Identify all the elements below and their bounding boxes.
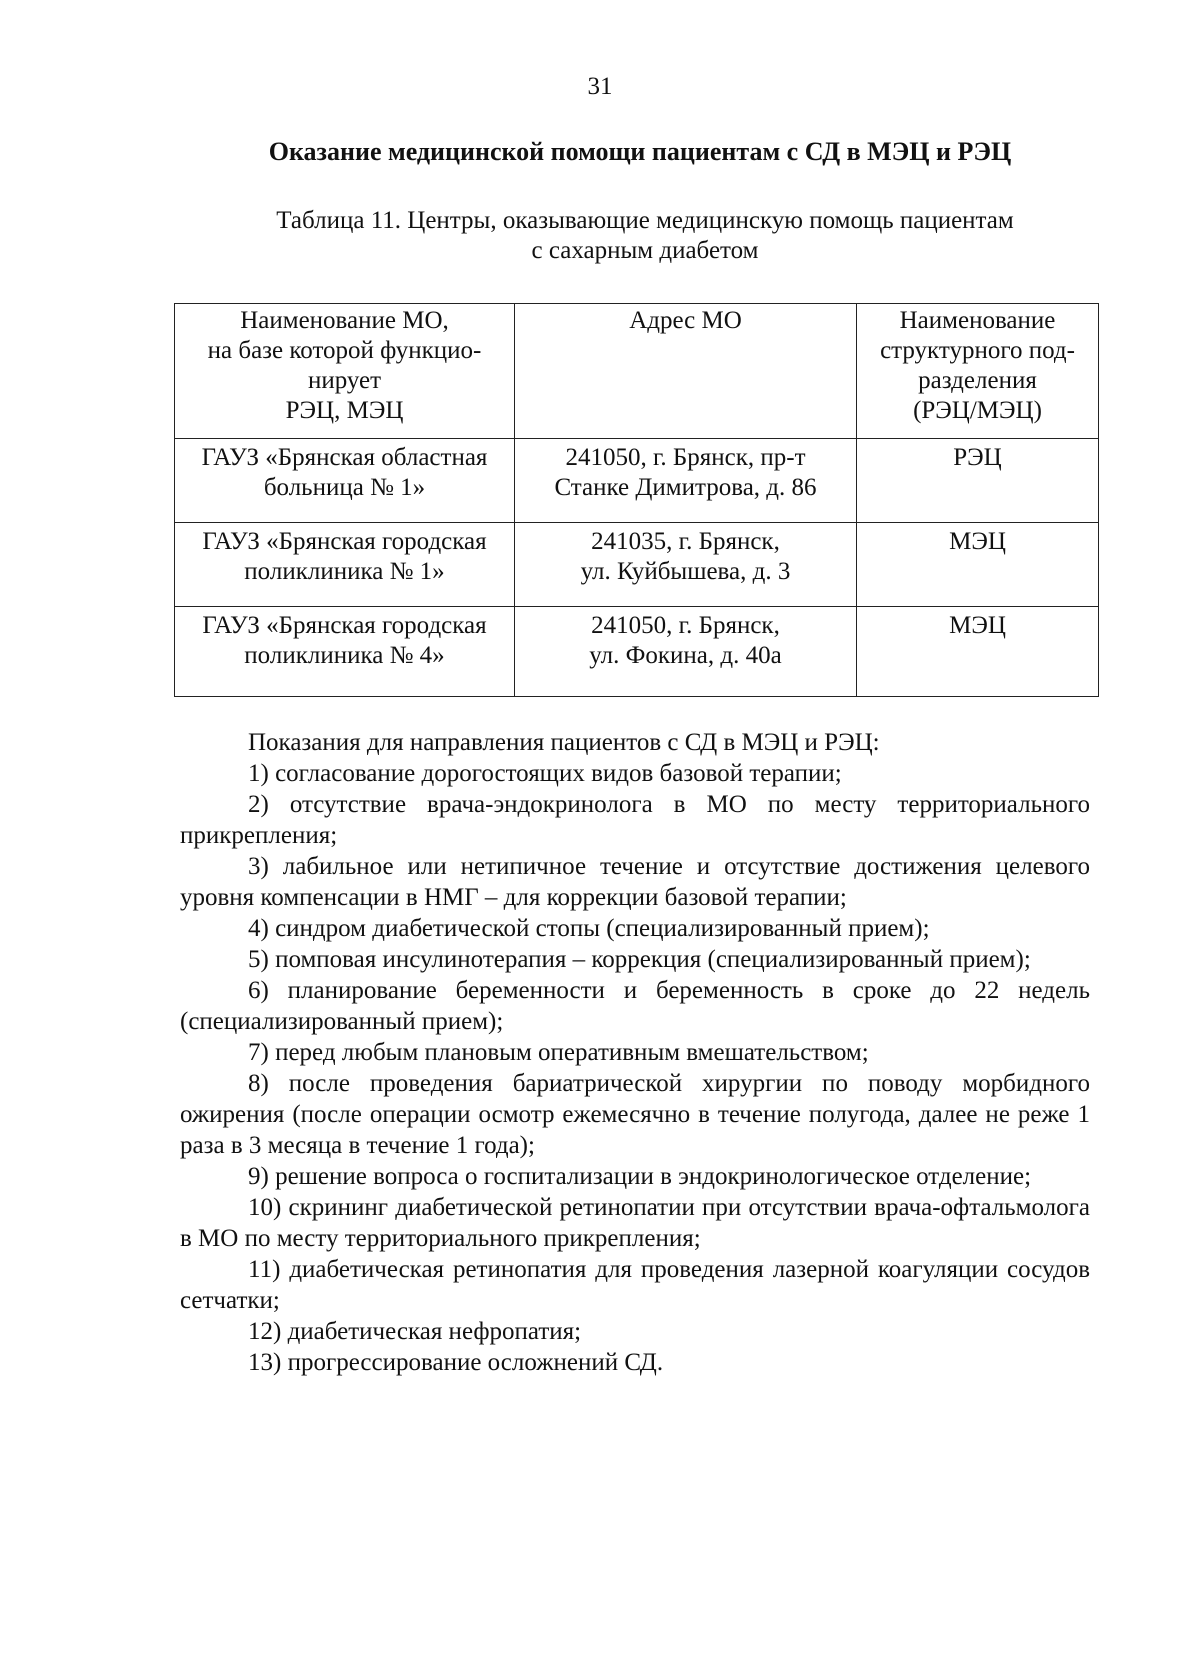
table-header-row — [175, 304, 1099, 439]
header-text: структурного под- — [880, 337, 1075, 364]
list-item: 13) прогрессирование осложнений СД. — [248, 1349, 664, 1376]
header-mo-address — [515, 304, 857, 439]
header-unit-name — [857, 304, 1099, 439]
centers-table — [174, 303, 1099, 697]
header-text: (РЭЦ/МЭЦ) — [913, 397, 1042, 424]
list-item: 4) синдром диабетической стопы (специализированный прием); — [248, 915, 930, 942]
table-caption-line-2: с сахарным диабетом — [531, 237, 759, 264]
table-caption-line-1: Таблица 11. Центры, оказывающие медицинскую помощь пациентам — [276, 207, 1014, 234]
cell-mo-address — [515, 607, 857, 697]
list-item: 6) планирование беременности и беременность в сроке до 22 недель (специализированный прием); — [180, 977, 1090, 1035]
indications-section — [180, 727, 1090, 1378]
list-item: 10) скрининг диабетической ретинопатии при отсутствии врача-офтальмолога в МО по месту территориального прикрепления; — [180, 1194, 1090, 1252]
list-item: 2) отсутствие врача-эндокринолога в МО по месту территориального прикрепления; — [180, 791, 1090, 849]
header-text: разделения — [918, 367, 1037, 394]
table-row — [175, 439, 1099, 523]
cell-text: ГАУЗ «Брянская областная — [201, 444, 488, 471]
cell-text: ул. Куйбышева, д. 3 — [580, 558, 791, 585]
cell-text: 241035, г. Брянск, — [591, 528, 780, 555]
header-text: нирует — [307, 367, 382, 394]
cell-mo-name — [175, 523, 515, 607]
cell-text: 241050, г. Брянск, пр-т — [565, 444, 806, 471]
header-text: РЭЦ, МЭЦ — [285, 397, 404, 424]
list-item: 7) перед любым плановым оперативным вмешательством; — [248, 1039, 869, 1066]
page-number: 31 — [587, 73, 613, 100]
cell-text: поликлиника № 1» — [244, 558, 445, 585]
cell-mo-address — [515, 523, 857, 607]
list-item: 11) диабетическая ретинопатия для проведения лазерной коагуляции сосудов сетчатки; — [180, 1256, 1090, 1314]
table-caption — [170, 206, 1120, 266]
list-item: 12) диабетическая нефропатия; — [248, 1318, 582, 1345]
cell-unit: МЭЦ — [857, 607, 1099, 697]
cell-mo-name — [175, 439, 515, 523]
cell-text: ул. Фокина, д. 40а — [589, 642, 782, 669]
header-text: на базе которой функцио- — [207, 337, 482, 364]
list-item: 9) решение вопроса о госпитализации в эндокринологическое отделение; — [248, 1163, 1032, 1190]
cell-text: больница № 1» — [263, 474, 426, 501]
header-text: Наименование — [899, 307, 1056, 334]
header-mo-name — [175, 304, 515, 439]
header-text: Наименование МО, — [240, 307, 449, 334]
cell-mo-name — [175, 607, 515, 697]
cell-mo-address — [515, 439, 857, 523]
cell-unit: РЭЦ — [857, 439, 1099, 523]
cell-text: 241050, г. Брянск, — [591, 612, 780, 639]
list-item: 5) помповая инсулинотерапия – коррекция (специализированный прием); — [248, 946, 1031, 973]
cell-unit: МЭЦ — [857, 523, 1099, 607]
cell-text: ГАУЗ «Брянская городская — [202, 612, 487, 639]
indications-list — [180, 758, 1090, 1378]
section-heading: Оказание медицинской помощи пациентам с СД в МЭЦ и РЭЦ — [268, 137, 1012, 166]
indications-intro: Показания для направления пациентов с СД в МЭЦ и РЭЦ: — [248, 729, 880, 756]
list-item: 3) лабильное или нетипичное течение и отсутствие достижения целевого уровня компенсации в НМГ – для коррекции базовой терапии; — [180, 853, 1090, 911]
table-row — [175, 607, 1099, 697]
cell-text: поликлиника № 4» — [244, 642, 445, 669]
list-item: 8) после проведения бариатрической хирургии по поводу морбидного ожирения (после операции осмотр ежемесячно в течение полугода, далее не реже 1 раза в 3 месяца в течение 1 года); — [180, 1070, 1090, 1159]
cell-text: ГАУЗ «Брянская городская — [202, 528, 487, 555]
header-text: Адрес МО — [629, 307, 742, 334]
list-item: 1) согласование дорогостоящих видов базовой терапии; — [248, 760, 842, 787]
cell-text: Станке Димитрова, д. 86 — [554, 474, 817, 501]
table-row — [175, 523, 1099, 607]
